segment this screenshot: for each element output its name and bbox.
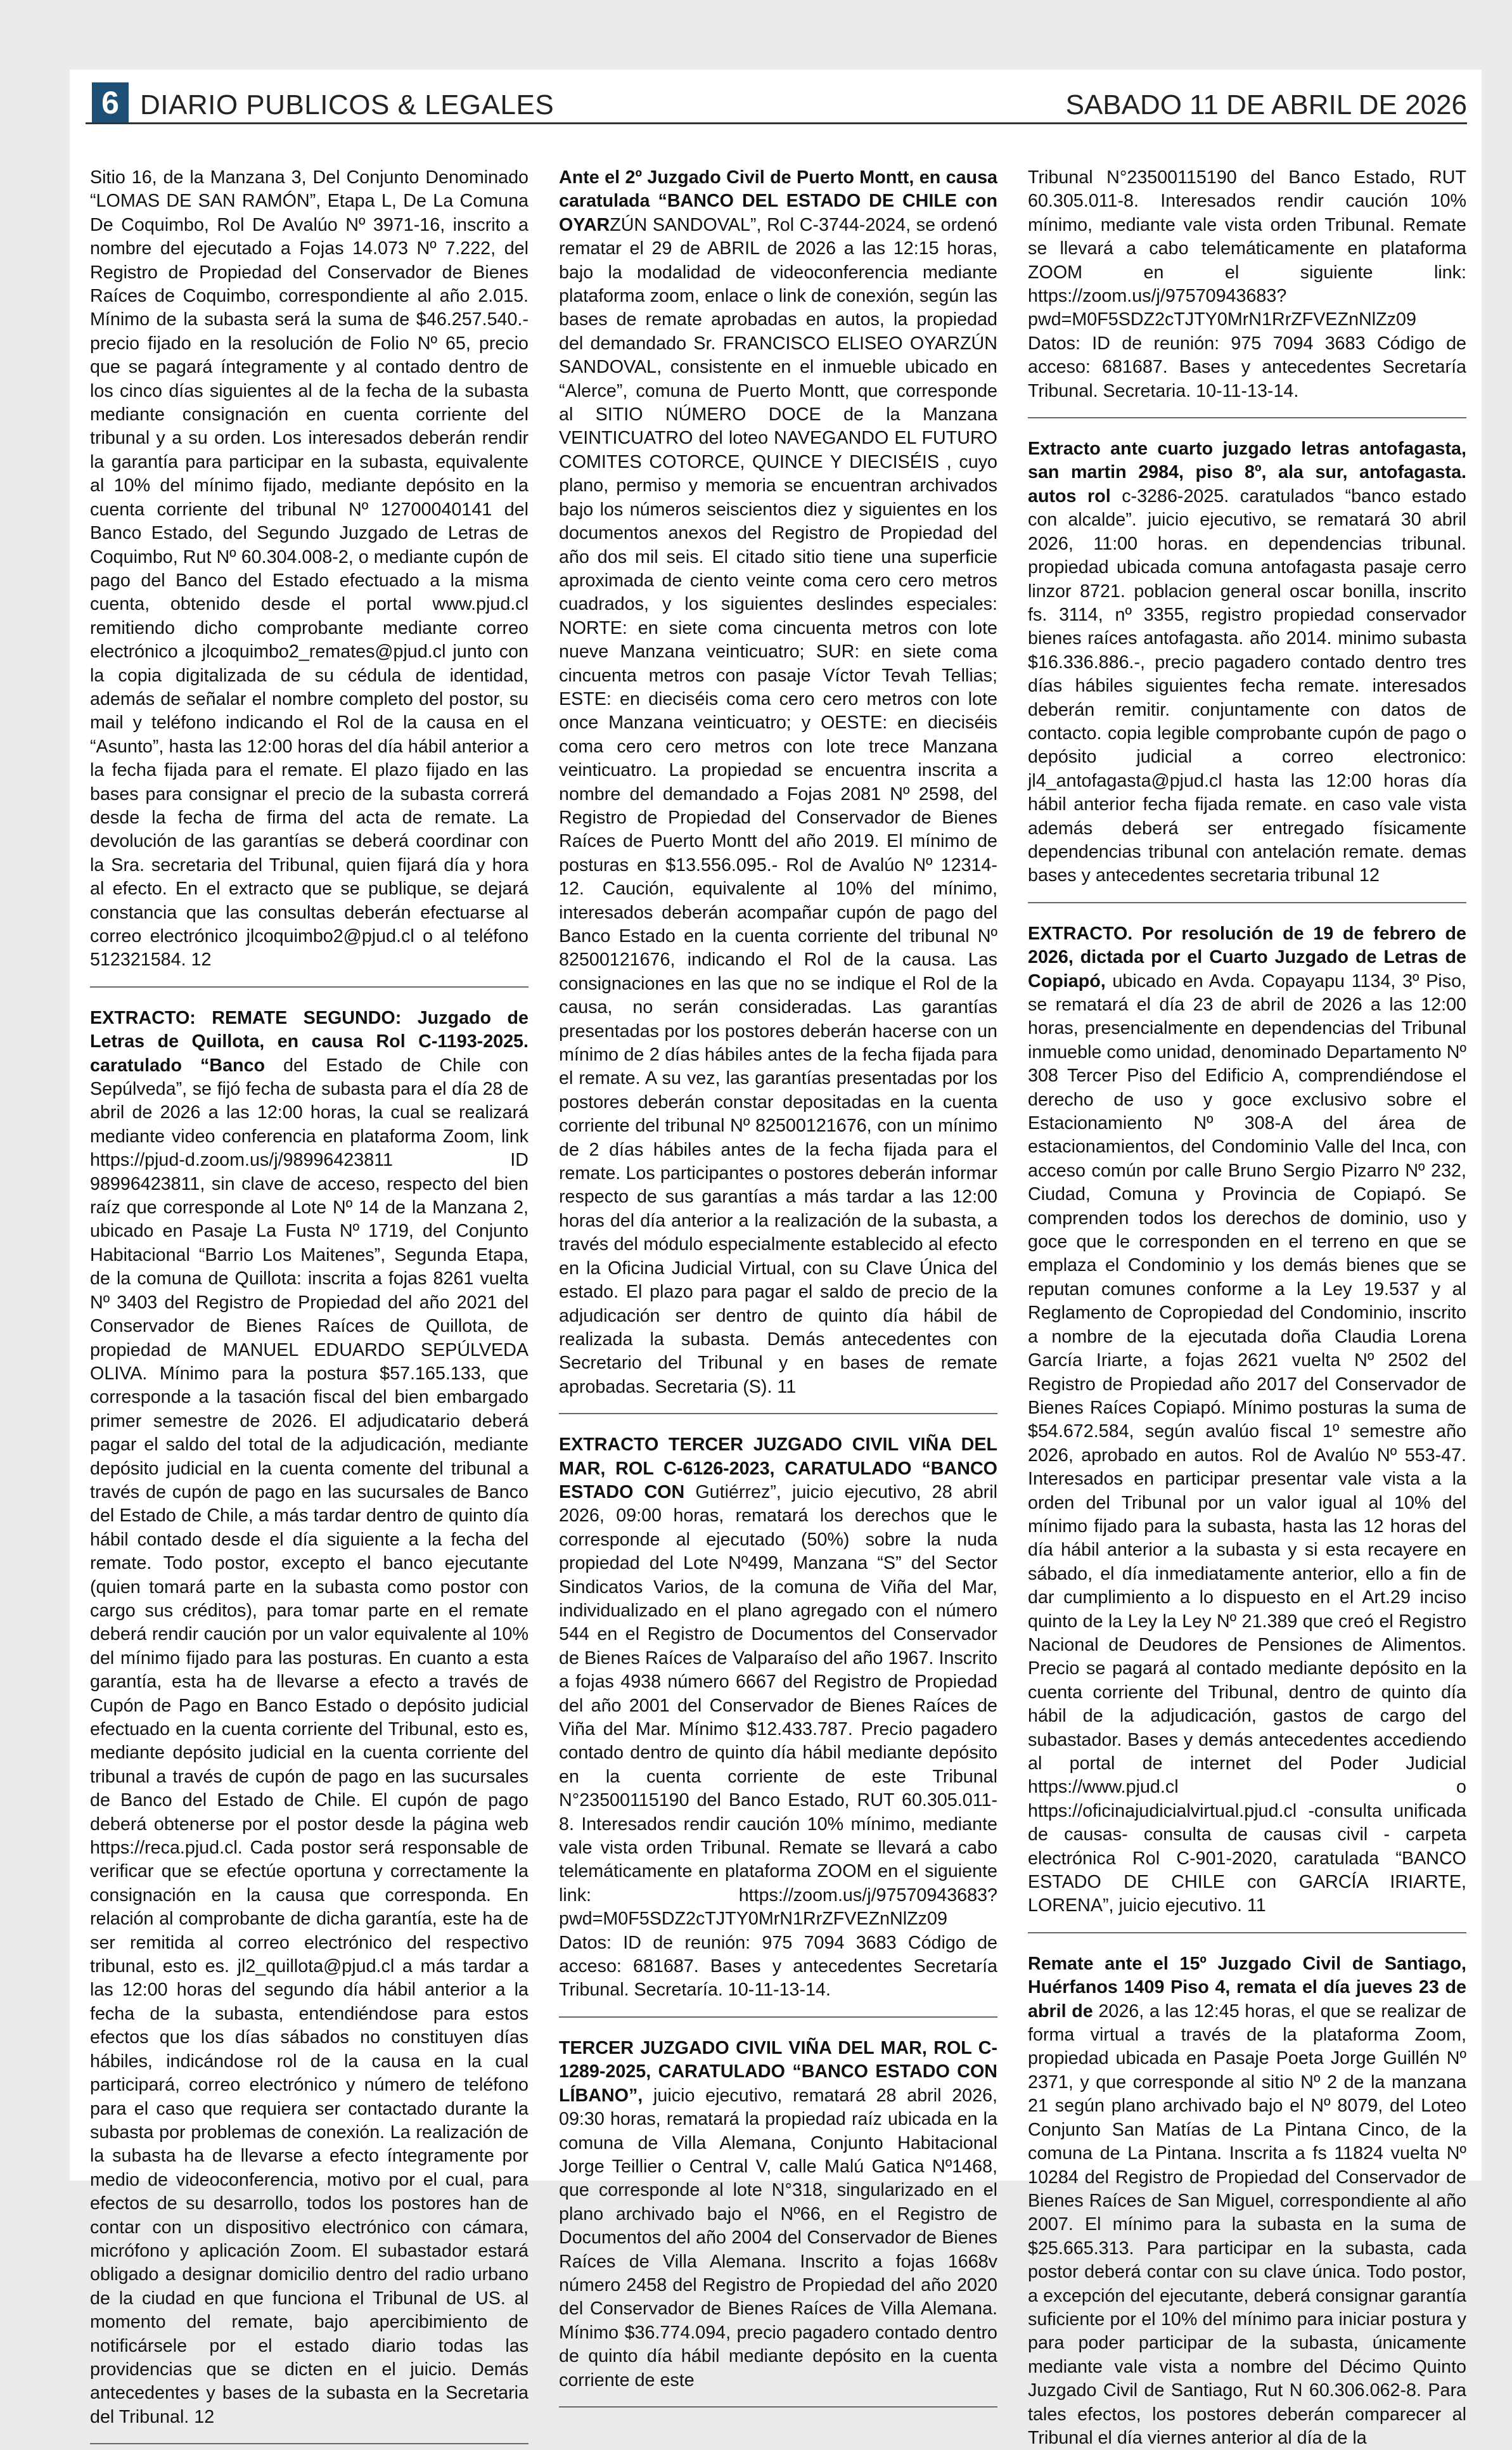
notice-body: juicio ejecutivo, rematará 28 abril 2026, 09:30 horas, rematará la propiedad raíz ubicada en la comuna de Villa Alemana, Conjunto Habitacional Jorge Teillier o Central V, calle Malú Gatica Nº1468, que corresponde al lote N°318, singularizado en el plano archivado bajo el Nº66, en el Registro de Documentos del año 2004 del Conservador de Bienes Raíces de Villa Alemana. Inscrito a fojas 1668v número 2458 del Registro de Propiedad del año 2020 del Conservador de Bienes Raíces de Villa Alemana. Mínimo $36.774.094, precio pagadero contado dentro de quinto día hábil mediante depósito en la cuenta corriente de este [559, 2085, 997, 2390]
notice-lead: Ante el 2º Juzgado Civil de Puerto Montt, en causa caratulada “BANCO DEL ESTADO DE CHILE con OYAR [559, 167, 997, 235]
page-number-badge: 6 [92, 82, 129, 123]
column-3 [1028, 166, 1466, 2448]
column-1 [90, 166, 529, 2427]
notice-separator [559, 1413, 997, 1414]
notice-lead: EXTRACTO: REMATE SEGUNDO: Juzgado de Letras de Quillota, en causa Rol C-1193-2025. caratulado “Banco [90, 1007, 529, 1076]
page-header [86, 81, 1467, 122]
notice-lead: EXTRACTO. Por resolución de 19 de febrero de 2026, dictada por el Cuarto Juzgado de Letras de Copiapó, [1028, 923, 1466, 991]
legal-notice [90, 1007, 529, 2429]
notice-body: Gutiérrez”, juicio ejecutivo, 28 abril 2026, 09:00 horas, rematará los derechos que le corresponde al ejecutado (50%) sobre la nuda propiedad del Lote Nº499, Manzana “S” del Sector Sindicatos Varios, de la comuna de Viña del Mar, individualizado en el plano agregado con el número 544 en el Registro de Documentos del Conservador de Bienes Raíces de Valparaíso del año 1967. Inscrito a fojas 4938 número 6667 del Registro de Propiedad del año 2001 del Conservador de Bienes Raíces de Viña del Mar. Mínimo $12.433.787. Precio pagadero contado dentro de quinto día hábil mediante depósito en la cuenta corriente de este Tribunal N°23500115190 del Banco Estado, RUT 60.305.011-8. Interesados rendir caución 10% mínimo, mediante vale vista orden Tribunal. Remate se llevará a cabo telemáticamente en plataforma ZOOM en el siguiente link: https://zoom.us/j/97570943683?pwd=M0F5SDZ2cTJTY0MrN1RrZFVEZnNlZz09 Datos: ID de reunión: 975 7094 3683 Código de acceso: 681687. Bases y antecedentes Secretaría Tribunal. Secretaría. 10-11-13-14. [559, 1481, 997, 2001]
legal-notice: Sitio 16, de la Manzana 3, Del Conjunto Denominado “LOMAS DE SAN RAMÓN”, Etapa L, De La Comuna De Coquimbo, Rol De Avalúo Nº 3971-16, inscrito a nombre del ejecutado a Fojas 14.073 Nº 7.222, del Registro de Propiedad del Conservador de Bienes Raíces de Coquimbo, correspondiente al año 2.015. Mínimo de la subasta será la suma de $46.257.540.-precio fijado en la resolución de Folio Nº 65, precio que se pagará íntegramente y al contado dentro de los cinco días siguientes al de la fecha de la subasta mediante consignación en cuenta corriente del tribunal y a su orden. Los interesados deberán rendir la garantía para participar en la subasta, equivalente al 10% del mínimo fijado, mediante depósito en la cuenta corriente del tribunal Nº 12700040141 del Banco Estado, del Segundo Juzgado de Letras de Coquimbo, Rut Nº 60.304.008-2, o mediante cupón de pago del Banco del Estado efectuado a la misma cuenta, obtenido desde el portal www.pjud.cl remitiendo dicho comprobante mediante correo electrónico a jlcoquimbo2_remates@pjud.cl junto con la copia digitalizada de su cédula de identidad, además de señalar el nombre completo del postor, su mail y teléfono indicando el Rol de la causa en el “Asunto”, hasta las 12:00 horas del día hábil anterior a la fecha fijada para el remate. El plazo fijado en las bases para consignar el precio de la subasta correrá desde la fecha de firma del acta de remate. La devolución de las garantías se deberá coordinar con la Sra. secretaria del Tribunal, quien fijará día y hora al efecto. En el extracto que se publique, se dejará constancia que las consultas deberán efectuarse al correo electrónico jlcoquimbo2@pjud.cl o al teléfono 512321584. 12 [90, 167, 529, 970]
notice-lead: EXTRACTO TERCER JUZGADO CIVIL VIÑA DEL MAR, ROL C-6126-2023, CARATULADO “BANCO ESTADO CON [559, 1435, 997, 1502]
notice-separator [1028, 902, 1466, 903]
notice-separator [559, 2406, 997, 2408]
publication-name: DIARIO PUBLICOS & LEGALES [140, 89, 554, 120]
publication-date: SABADO 11 DE ABRIL DE 2026 [1065, 89, 1467, 120]
notice-lead: Remate ante el 15º Juzgado Civil de Santiago, Huérfanos 1409 Piso 4, remata el día jueves 23 de abril de [1028, 1953, 1466, 2021]
notice-separator [90, 986, 529, 988]
notice-body: ZÚN SANDOVAL”, Rol C-3744-2024, se ordenó rematar el 29 de ABRIL de 2026 a las 12:15 horas, bajo la modalidad de videoconferencia mediante plataforma zoom, enlace o link de conexión, según las bases de remate aprobadas en autos, la propiedad del demandado Sr. FRANCISCO ELISEO OYARZÚN SANDOVAL, consistente en el inmueble ubicado en “Alerce”, comuna de Puerto Montt, que corresponde al SITIO NÚMERO DOCE de la Manzana VEINTICUATRO del loteo NAVEGANDO EL FUTURO COMITES COTORCE, QUINCE Y DIECISÉIS , cuyo plano, permiso y memoria se encuentran archivados bajo los números seiscientos diez y siguientes en los documentos anexos del Registro de Propiedad del año dos mil seis. El citado sitio tiene una superficie aproximada de ciento veinte coma cero cero metros cuadrados, y los siguientes deslindes especiales: NORTE: en siete coma cincuenta metros con lote nueve Manzana veinticuatro; SUR: en siete coma cincuenta metros con pasaje Víctor Tevah Tellias; ESTE: en dieciséis coma cero cero metros con lote once Manzana veinticuatro; y OESTE: en dieciséis coma cero cero metros con lote trece Manzana veinticuatro. La propiedad se encuentra inscrita a nombre del demandado a Fojas 2081 Nº 2598, del Registro de Propiedad del Conservador de Bienes Raíces de Puerto Montt del año 2019. El mínimo de posturas en $13.556.095.- Rol de Avalúo Nº 12314-12. Caución, equivalente al 10% del mínimo, interesados deberán acompañar cupón de pago del Banco Estado en la cuenta corriente del tribunal Nº 82500121676, indicando el Rol de la causa. Las consignaciones en las que no se indique el Rol de la causa, no serán consideradas. Las garantías presentadas por los postores deberán hacerse con un mínimo de 2 días hábiles antes de la fecha fijada para el remate. A su vez, las garantías presentadas por los postores deberán constar depositadas en la cuenta corriente del tribunal Nº 82500121676, con un mínimo de 2 días hábiles antes de la fecha fijada para el remate. Los participantes o postores deberán informar respecto de sus garantías a más tardar a las 12:00 horas del día anterior a la realización de la subasta, a través del módulo especialmente establecido al efecto en la Oficina Judicial Virtual, con su Clave Única del estado. El plazo para pagar el saldo de precio de la adjudicación ser dentro de quinto día hábil de realizada la subasta. Demás antecedentes con Secretario del Tribunal y en bases de remate aprobadas. Secretaria (S). 11 [559, 214, 997, 1397]
legal-notice [559, 1433, 997, 2002]
notice-lead: TERCER JUZGADO CIVIL VIÑA DEL MAR, ROL C-1289-2025, CARATULADO “BANCO ESTADO CON LÍBANO”, [559, 2037, 997, 2106]
notice-lead: Extracto ante cuarto juzgado letras antofagasta, san martin 2984, piso 8º, ala sur, antofagasta. autos rol [1028, 439, 1466, 506]
legal-notice [559, 2037, 997, 2392]
notice-body: Tribunal N°23500115190 del Banco Estado, RUT 60.305.011-8. Interesados rendir caución 10% mínimo, mediante vale vista orden Tribunal. Remate se llevará a cabo telemáticamente en plataforma ZOOM en el siguiente link: https://zoom.us/j/97570943683?pwd=M0F5SDZ2cTJTY0MrN1RrZFVEZnNlZz09 Datos: ID de reunión: 975 7094 3683 Código de acceso: 681687. Bases y antecedentes Secretaría Tribunal. Secretaria. 10-11-13-14. [1028, 167, 1466, 401]
notice-separator [1028, 417, 1466, 418]
legal-notice [1028, 437, 1466, 888]
notice-body: del Estado de Chile con Sepúlveda”, se fijó fecha de subasta para el día 28 de abril de 2026 a las 12:00 horas, la cual se realizará mediante video conferencia en plataforma Zoom, link https://pjud-d.zoom.us/j/98996423811 ID 98996423811, sin clave de acceso, respecto del bien raíz que corresponde al Lote Nº 14 de la Manzana 2, ubicado en Pasaje La Fusta Nº 1719, del Conjunto Habitacional “Barrio Los Maitenes”, Segunda Etapa, de la comuna de Quillota: inscrita a fojas 8261 vuelta Nº 3403 del Registro de Propiedad del año 2021 del Conservador de Bienes Raíces de Quillota, de propiedad de MANUEL EDUARDO SEPÚLVEDA OLIVA. Mínimo para la postura $57.165.133, que corresponde a la tasación fiscal del bien embargado primer semestre de 2026. El adjudicatario deberá pagar el saldo del total de la adjudicación, mediante depósito judicial en la cuenta comente del tribunal a través de cupón de pago en las sucursales de Banco del Estado de Chile, a más tardar dentro de quinto día hábil contado desde el día siguiente a la fecha del remate. Todo postor, excepto el banco ejecutante (quien tomará parte en la subasta como postor con cargo sus créditos), para tomar parte en el remate deberá rendir caución por un valor equivalente al 10% del mínimo fijado para las posturas. En cuanto a esta garantía, esta ha de llevarse a efecto a través de Cupón de Pago en Banco Estado o depósito judicial efectuado en la cuenta corriente del Tribunal, esto es, mediante depósito judicial en la cuenta corriente del tribunal a través de cupón de pago en las sucursales de Banco del Estado de Chile. El cupón de pago deberá obtenerse por el postor desde la página web https://reca.pjud.cl. Cada postor será responsable de verificar que se efectúe oportuna y correctamente la consignación en la causa que corresponda. En relación al comprobante de dicha garantía, este ha de ser remitida al correo electrónico del respectivo tribunal, esto es. jl2_quillota@pjud.cl a más tardar a las 12:00 horas del segundo día hábil anterior a la fecha de la subasta, entendiéndose para estos efectos que los días sábados no constituyen días hábiles, indicándose rol de la causa en la cual participará, correo electrónico y número de teléfono para el caso que requiera ser contactado durante la subasta por problemas de conexión. La realización de la subasta ha de llevarse a efecto íntegramente por medio de videoconferencia, motivo por el cual, para efectos de su desarrollo, todos los postores han de contar con un dispositivo electrónico con cámara, micrófono y aplicación Zoom. El subastador estará obligado a designar domicilio dentro del radio urbano de la ciudad en que funciona el Tribunal de US. al momento del remate, bajo apercibimiento de notificársele por el estado diario todas las providencias que se dicten en el juicio. Demás antecedentes y bases de la subasta en la Secretaria del Tribunal. 12 [90, 1055, 529, 2427]
notice-separator [90, 2443, 529, 2444]
column-2 [559, 166, 997, 2390]
notice-body: ubicado en Avda. Copayapu 1134, 3º Piso, se rematará el día 23 de abril de 2026 a las 12:00 horas, presencialmente en dependencias del Tribunal inmueble como unidad, denominado Departamento Nº 308 Tercer Piso del Edificio A, comprendiéndose el derecho de uso y goce exclusivo sobre el Estacionamiento Nº 308-A del área de estacionamientos, del Condominio Valle del Inca, con acceso común por calle Bruno Sergio Pizarro Nº 232, Ciudad, Comuna y Provincia de Copiapó. Se comprenden todos los derechos de dominio, uso y goce que le corresponden en el terreno en que se emplaza el Condominio y los demás bienes que se reputan comunes conforme a la Ley 19.537 y al Reglamento de Copropiedad del Condominio, inscrito a nombre de la ejecutada doña Claudia Lorena García Iriarte, a fojas 2621 vuelta Nº 2502 del Registro de Propiedad año 2017 del Conservador de Bienes Raíces Copiapó. Mínimo posturas la suma de $54.672.584, según avalúo fiscal 1º semestre año 2026, aprobado en autos. Rol de Avalúo Nº 553-47. Interesados en participar presentar vale vista a la orden del Tribunal por un valor igual al 10% del mínimo fijado para la subasta, hasta las 12 horas del día hábil anterior a la subasta y si esta recayere en sábado, el día inmediatamente anterior, ello a fin de dar cumplimiento a lo dispuesto en el Art.29 inciso quinto de la Ley la Ley Nº 21.389 que creó el Registro Nacional de Deudores de Pensiones de Alimentos. Precio se pagará al contado mediante depósito en la cuenta corriente del Tribunal, dentro de quinto día hábil de la adjudicación, gastos de cargo del subastador. Bases y demás antecedentes accediendo al portal de internet del Poder Judicial https://www.pjud.cl o https://oficinajudicialvirtual.pjud.cl -consulta unificada de causas- consulta de causas civil - carpeta electrónica Rol C-901-2020, caratulada “BANCO ESTADO DE CHILE con GARCÍA IRIARTE, LORENA”, juicio ejecutivo. 11 [1028, 970, 1466, 1916]
notice-separator [1028, 1932, 1466, 1933]
notice-body: 2026, a las 12:45 horas, el que se realizar de forma virtual a través de la plataforma Zoom, propiedad ubicada en Pasaje Poeta Jorge Guillén Nº 2371, y que corresponde al sitio Nº 2 de la manzana 21 según plano archivado bajo el Nº 8079, del Loteo Conjunto San Matías de La Pintana Cinco, de la comuna de La Pintana. Inscrita a fs 11824 vuelta Nº 10284 del Registro de Propiedad del Conservador de Bienes Raíces de San Miguel, correspondiente al año 2007. El mínimo para la subasta en la suma de $25.665.313. Para participar en la subasta, cada postor deberá contar con su clave única. Todo postor, a excepción del ejecutante, deberá consignar garantía suficiente por el 10% del mínimo para iniciar postura y para poder participar de la subasta, únicamente mediante vale vista a nombre del Décimo Quinto Juzgado Civil de Santiago, Rut N 60.306.062-8. Para tales efectos, los postores deberán comparecer al Tribunal el día viernes anterior al día de la [1028, 2001, 1466, 2448]
notice-separator [559, 2016, 997, 2018]
legal-notice [559, 166, 997, 1399]
legal-notice [1028, 922, 1466, 1918]
legal-notice [1028, 166, 1466, 403]
legal-notice [1028, 1952, 1466, 2450]
header-rule [86, 122, 1467, 124]
notice-body: c-3286-2025. caratulados “banco estado con alcalde”. juicio ejecutivo, se rematará 30 abril 2026, 11:00 horas. en dependencias tribunal. propiedad ubicada comuna antofagasta pasaje cerro linzor 8721. poblacion general oscar bonilla, inscrito fs. 3114, nº 3355, registro propiedad conservador bienes raíces antofagasta. año 2014. minimo subasta $16.336.886.-, precio pagadero contado dentro tres días hábiles siguientes fecha remate. interesados deberán remitir. conjuntamente con datos de contacto. copia legible comprobante cupón de pago o depósito judicial a correo electronico: jl4_antofagasta@pjud.cl hasta las 12:00 horas día hábil anterior fecha fijada remate. en caso vale vista además deberá ser entregado físicamente dependencias tribunal con antelación remate. demas bases y antecedentes secretaria tribunal 12 [1028, 486, 1466, 886]
